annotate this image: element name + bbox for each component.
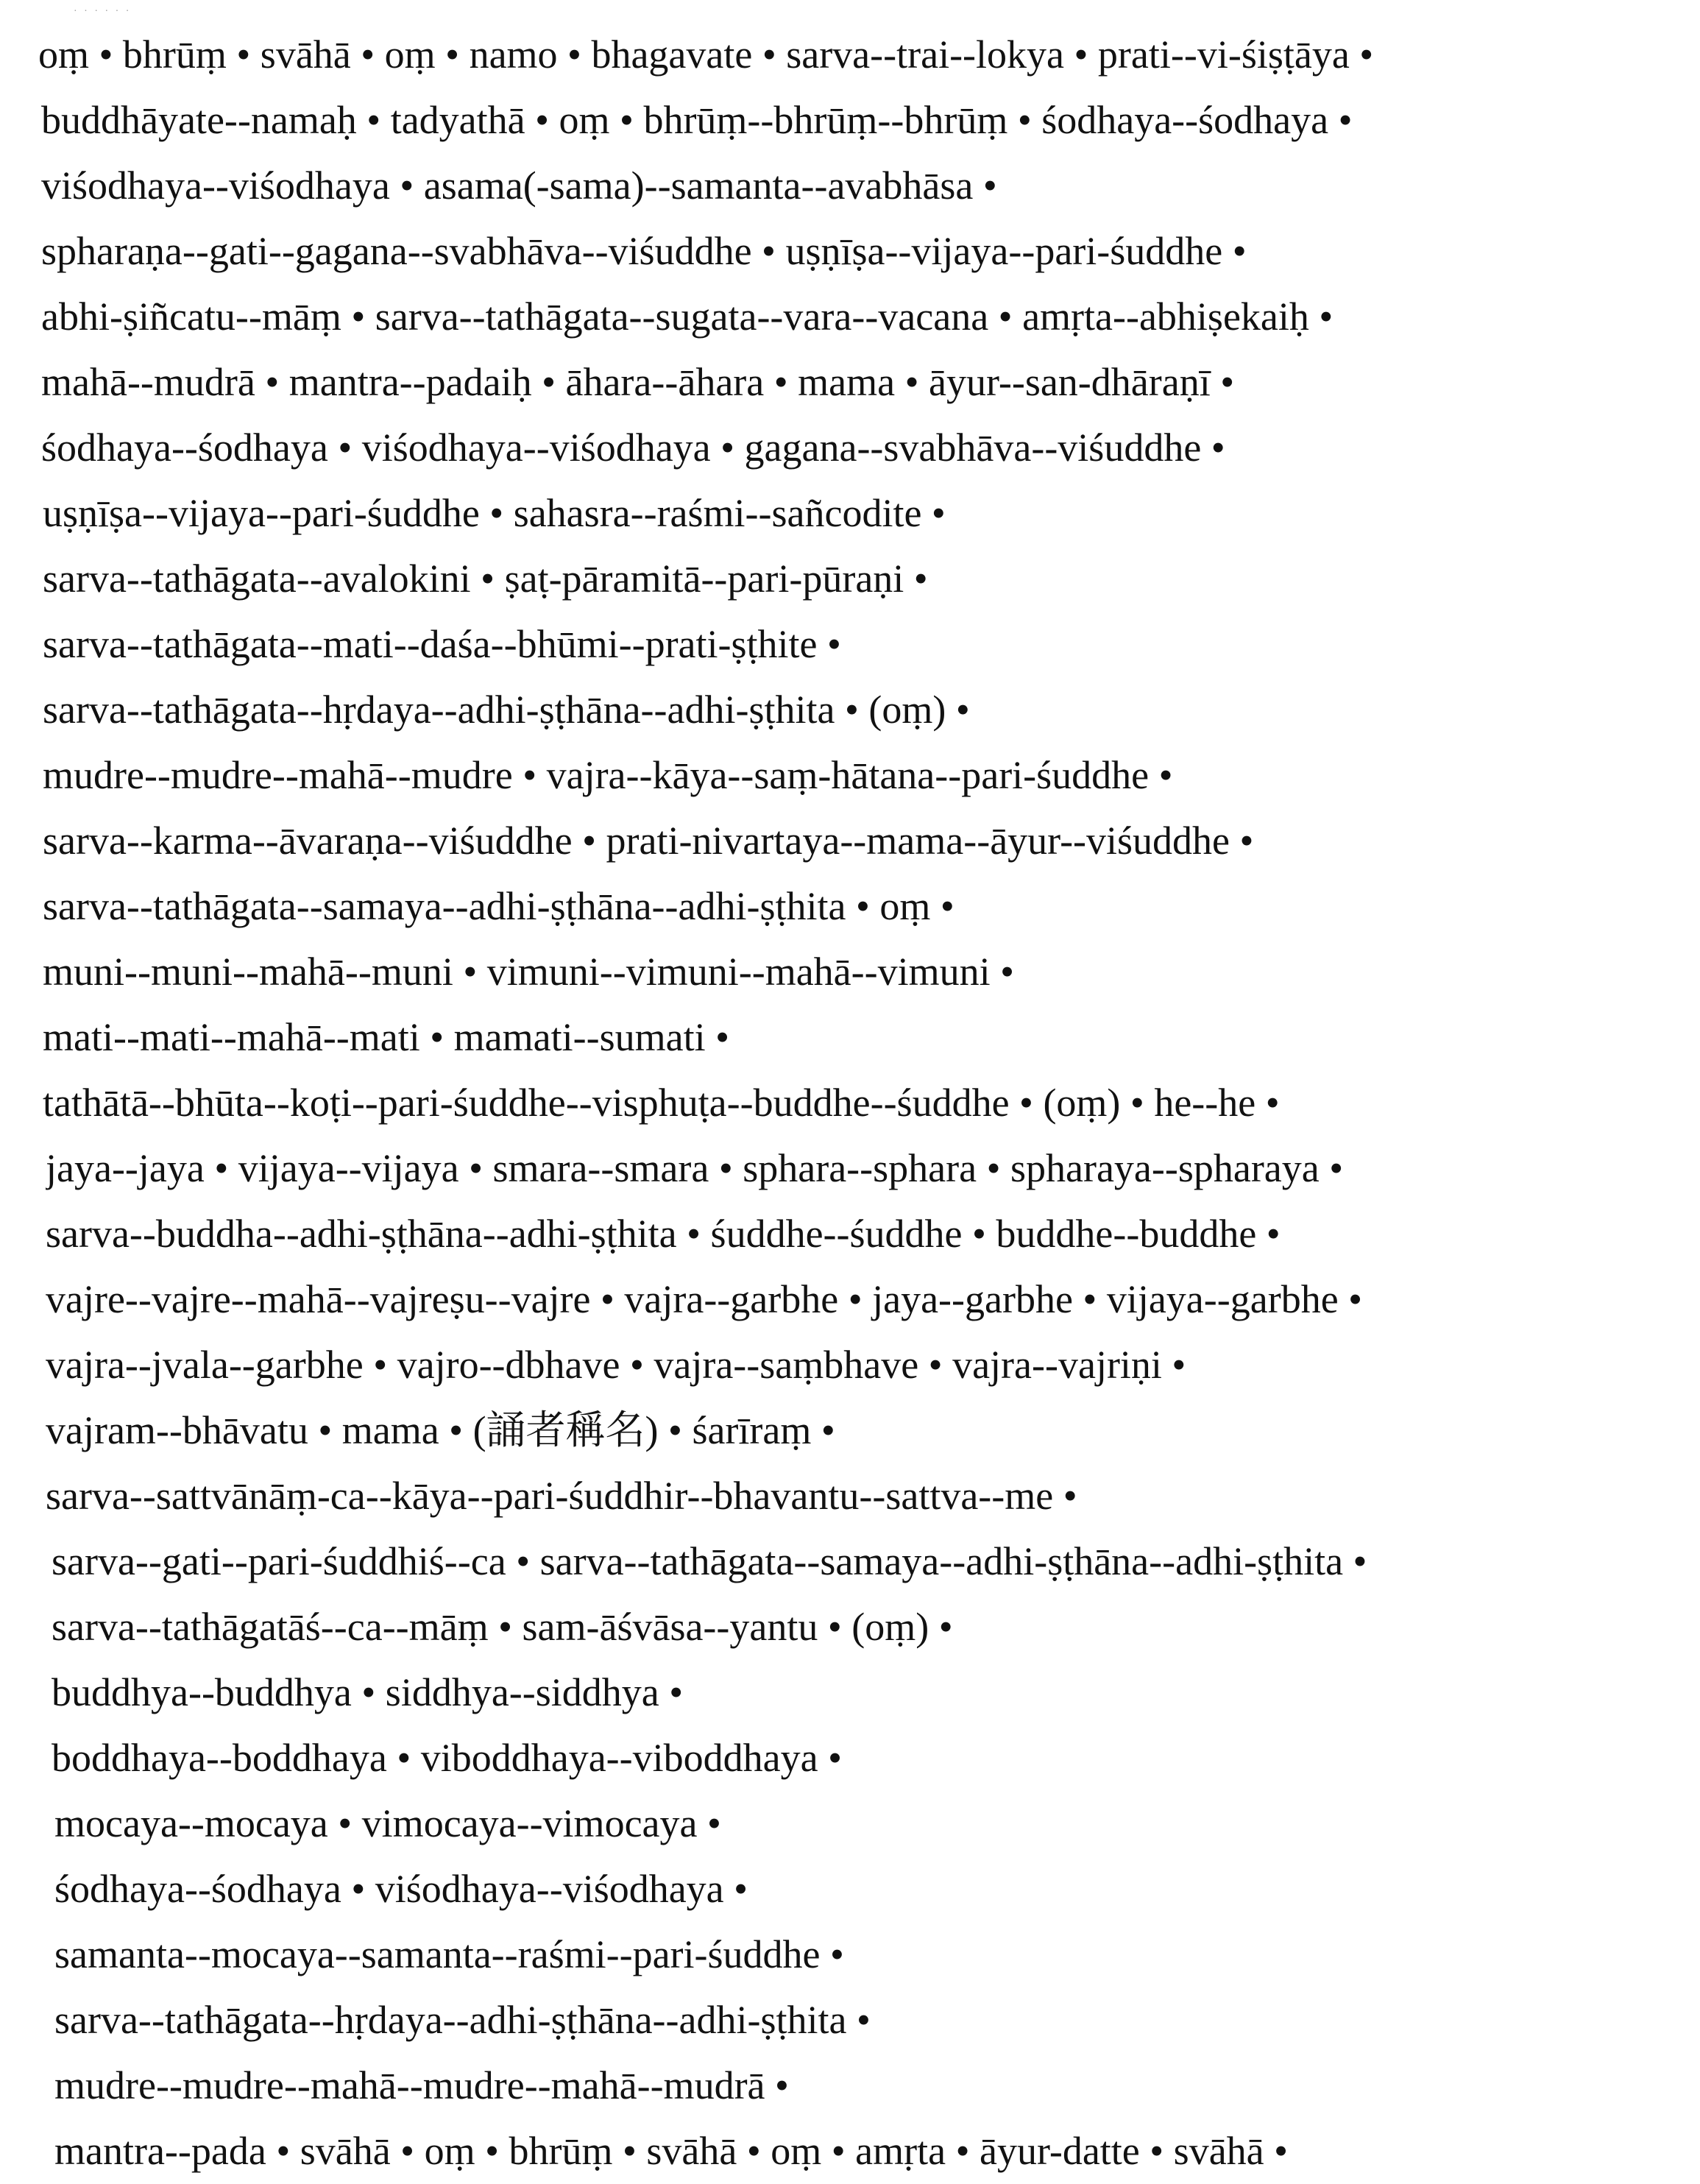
text-line: sarva--gati--pari-śuddhiś--ca • sarva--tathāgata--samaya--adhi-ṣṭhāna--adhi-ṣṭhita • — [52, 1539, 1367, 1583]
text-line: buddhāyate--namaḥ • tadyathā • oṃ • bhrūṃ--bhrūṃ--bhrūṃ • śodhaya--śodhaya • — [41, 98, 1353, 142]
text-line: oṃ • bhrūṃ • svāhā • oṃ • namo • bhagavate • sarva--trai--lokya • prati--vi-śiṣṭāya • — [38, 32, 1374, 77]
text-line: sarva--karma--āvaraṇa--viśuddhe • prati-nivartaya--mama--āyur--viśuddhe • — [43, 819, 1254, 863]
text-line: vajre--vajre--mahā--vajreṣu--vajre • vajra--garbhe • jaya--garbhe • vijaya--garbhe • — [46, 1277, 1363, 1321]
text-line: vajram--bhāvatu • mama • (誦者稱名) • śarīraṃ • — [46, 1408, 835, 1452]
text-line: mocaya--mocaya • vimocaya--vimocaya • — [54, 1801, 721, 1845]
text-line: sarva--tathāgata--hṛdaya--adhi-ṣṭhāna--adhi-ṣṭhita • — [54, 1998, 871, 2042]
text-line: boddhaya--boddhaya • viboddhaya--viboddhaya • — [52, 1736, 842, 1780]
text-line: samanta--mocaya--samanta--raśmi--pari-śuddhe • — [54, 1932, 844, 1976]
text-line: spharaṇa--gati--gagana--svabhāva--viśuddhe • uṣṇīṣa--vijaya--pari-śuddhe • — [41, 229, 1247, 273]
text-line: mudre--mudre--mahā--mudre • vajra--kāya--saṃ-hātana--pari-śuddhe • — [43, 753, 1173, 797]
text-line: jaya--jaya • vijaya--vijaya • smara--smara • sphara--sphara • spharaya--spharaya • — [46, 1146, 1344, 1190]
text-line: mahā--mudrā • mantra--padaiḥ • āhara--āhara • mama • āyur--san-dhāraṇī • — [41, 360, 1235, 404]
text-line: vajra--jvala--garbhe • vajro--dbhave • vajra--saṃbhave • vajra--vajriṇi • — [46, 1343, 1186, 1387]
text-line: tathātā--bhūta--koṭi--pari-śuddhe--visphuṭa--buddhe--śuddhe • (oṃ) • he--he • — [43, 1081, 1280, 1125]
text-line: buddhya--buddhya • siddhya--siddhya • — [52, 1670, 684, 1714]
dharani-text-body — [38, 22, 1687, 2184]
text-line: mati--mati--mahā--mati • mamati--sumati • — [43, 1015, 729, 1059]
text-line: viśodhaya--viśodhaya • asama(-sama)--samanta--avabhāsa • — [41, 163, 997, 208]
text-line: sarva--tathāgata--mati--daśa--bhūmi--prati-ṣṭhite • — [43, 622, 841, 666]
text-line: sarva--buddha--adhi-ṣṭhāna--adhi-ṣṭhita • śuddhe--śuddhe • buddhe--buddhe • — [46, 1212, 1281, 1256]
text-line: muni--muni--mahā--muni • vimuni--vimuni--mahā--vimuni • — [43, 950, 1015, 994]
text-line: śodhaya--śodhaya • viśodhaya--viśodhaya • — [54, 1867, 748, 1911]
text-line: sarva--tathāgatāś--ca--māṃ • sam-āśvāsa--yantu • (oṃ) • — [52, 1605, 953, 1649]
text-line: sarva--sattvānāṃ-ca--kāya--pari-śuddhir--bhavantu--sattva--me • — [46, 1474, 1077, 1518]
text-line: śodhaya--śodhaya • viśodhaya--viśodhaya • gagana--svabhāva--viśuddhe • — [41, 425, 1225, 470]
scan-header-mark: · · · · · · — [74, 6, 132, 17]
text-line: abhi-ṣiñcatu--māṃ • sarva--tathāgata--sugata--vara--vacana • amṛta--abhiṣekaiḥ • — [41, 294, 1334, 339]
text-line: mudre--mudre--mahā--mudre--mahā--mudrā • — [54, 2063, 789, 2107]
text-line: mantra--pada • svāhā • oṃ • bhrūṃ • svāhā • oṃ • amṛta • āyur-datte • svāhā • — [54, 2129, 1289, 2173]
text-line: uṣṇīṣa--vijaya--pari-śuddhe • sahasra--raśmi--sañcodite • — [43, 491, 946, 535]
text-line: sarva--tathāgata--samaya--adhi-ṣṭhāna--adhi-ṣṭhita • oṃ • — [43, 884, 955, 928]
text-line: sarva--tathāgata--hṛdaya--adhi-ṣṭhāna--adhi-ṣṭhita • (oṃ) • — [43, 688, 970, 732]
text-line: sarva--tathāgata--avalokini • ṣaṭ-pāramitā--pari-pūraṇi • — [43, 556, 928, 601]
